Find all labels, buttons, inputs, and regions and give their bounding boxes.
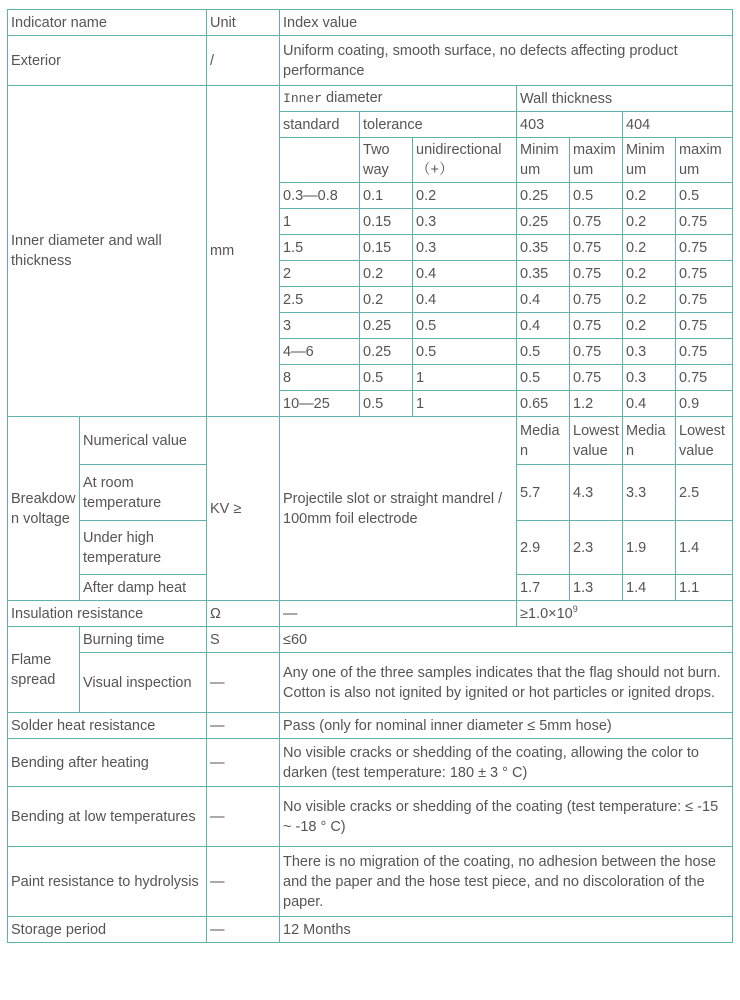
cell: 0.9 [676,391,733,417]
cell: 0.75 [676,365,733,391]
lowest-403-label: Lowest value [570,417,623,465]
cell: 2.9 [517,521,570,575]
min-404-label: Minimum [623,138,676,183]
header-indicator: Indicator name [8,10,207,36]
cell: 0.5 [676,183,733,209]
max-403-label: maximum [570,138,623,183]
inner-name: Inner diameter and wall thickness [8,86,207,417]
inner-unit: mm [207,86,280,417]
cell: 0.2 [623,235,676,261]
cell: 0.35 [517,235,570,261]
standard-label: standard [280,112,360,138]
flame-visual-row [8,653,733,713]
cell: 0.75 [676,261,733,287]
wall-thickness-label: Wall thickness [517,86,733,112]
cell: 2.5 [676,465,733,521]
cell: 1.3 [570,575,623,601]
inner-rest: diameter [322,90,383,106]
cell: 0.3 [623,339,676,365]
cell: 1.5 [280,235,360,261]
insulation-unit: Ω [207,601,280,627]
flame-burning-row [8,627,733,653]
cell: 0.2 [623,209,676,235]
cell: 0.25 [360,313,413,339]
condition-label: Under high temperature [80,521,207,575]
unidirectional-label: unidirectional（+） [413,138,517,183]
cell: 0.75 [570,365,623,391]
header-unit: Unit [207,10,280,36]
cell: 0.3 [413,235,517,261]
cell: 0.75 [676,209,733,235]
condition-label: After damp heat [80,575,207,601]
cell: 2 [280,261,360,287]
header-index: Index value [280,10,733,36]
inner-header-row [8,86,733,112]
exterior-value: Uniform coating, smooth surface, no defects affecting product performance [280,36,733,86]
breakdown-name: Breakdown voltage [8,417,80,601]
bending-heat-row [8,739,733,787]
lowest-404-label: Lowest value [676,417,733,465]
visual-value: Any one of the three samples indicates that the flag should not burn. Cotton is also not ignited by ignited or hot particles or ignited drops. [280,653,733,713]
cell: 0.5 [413,313,517,339]
inner-prefix: Inner [283,91,323,106]
cell: 2.3 [570,521,623,575]
header-row [8,10,733,36]
burning-label: Burning time [80,627,207,653]
cell: 0.75 [570,339,623,365]
cell: 10—25 [280,391,360,417]
solder-name: Solder heat resistance [8,713,207,739]
cell: 1.7 [517,575,570,601]
cell: 0.2 [623,183,676,209]
cell: 1 [413,391,517,417]
cell: 0.75 [676,313,733,339]
cell: 0.1 [360,183,413,209]
median-404-label: Median [623,417,676,465]
cell: 0.3 [623,365,676,391]
insulation-value [517,601,733,627]
cell: 4—6 [280,339,360,365]
cell: 0.15 [360,209,413,235]
insulation-value-text: ≥1.0×10 [520,605,573,622]
min-403-label: Minimum [517,138,570,183]
cell: 0.75 [676,235,733,261]
cell: 1.1 [676,575,733,601]
cell: 0.3 [413,209,517,235]
visual-unit: — [207,653,280,713]
tolerance-label: tolerance [360,112,517,138]
breakdown-unit: KV ≥ [207,417,280,601]
spec-table [7,9,733,943]
cell: 0.5 [517,339,570,365]
blank-cell [280,138,360,183]
inner-diameter-label [280,86,517,112]
exterior-row [8,36,733,86]
cell: 3.3 [623,465,676,521]
bending-low-unit: — [207,787,280,847]
cell: 3 [280,313,360,339]
cell: 0.35 [517,261,570,287]
cell: 0.75 [570,287,623,313]
cell: 0.2 [623,313,676,339]
cell: 0.75 [570,209,623,235]
cell: 0.4 [517,313,570,339]
cell: 0.2 [360,261,413,287]
cell: 0.65 [517,391,570,417]
cell: 1.9 [623,521,676,575]
paint-row [8,847,733,917]
two-way-label: Two way [360,138,413,183]
cell: 1.4 [623,575,676,601]
solder-value: Pass (only for nominal inner diameter ≤ 5mm hose) [280,713,733,739]
cell: 0.4 [623,391,676,417]
visual-label: Visual inspection [80,653,207,713]
burning-value: ≤60 [280,627,733,653]
cell: 0.5 [570,183,623,209]
bending-low-name: Bending at low temperatures [8,787,207,847]
cell: 0.75 [570,313,623,339]
cell: 1 [413,365,517,391]
paint-unit: — [207,847,280,917]
insulation-exponent: 9 [572,603,578,614]
cell: 0.3—0.8 [280,183,360,209]
insulation-row [8,601,733,627]
cell: 0.25 [517,209,570,235]
numerical-label: Numerical value [80,417,207,465]
bending-heat-unit: — [207,739,280,787]
bending-heat-value: No visible cracks or shedding of the coating, allowing the color to darken (test temperature: 180 ± 3 ° C) [280,739,733,787]
cell: 0.4 [413,287,517,313]
storage-unit: — [207,917,280,943]
insulation-dash: — [280,601,517,627]
breakdown-method: Projectile slot or straight mandrel / 100mm foil electrode [280,417,517,601]
solder-row [8,713,733,739]
cell: 0.25 [517,183,570,209]
cell: 0.25 [360,339,413,365]
cell: 0.5 [413,339,517,365]
exterior-name: Exterior [8,36,207,86]
storage-row [8,917,733,943]
cell: 1 [280,209,360,235]
breakdown-header-row [8,417,733,465]
bending-low-row [8,787,733,847]
median-403-label: Median [517,417,570,465]
bending-heat-name: Bending after heating [8,739,207,787]
cell: 0.2 [360,287,413,313]
cell: 0.75 [676,339,733,365]
burning-unit: S [207,627,280,653]
cell: 0.15 [360,235,413,261]
cell: 0.2 [623,287,676,313]
grade-403: 403 [517,112,623,138]
cell: 0.5 [517,365,570,391]
cell: 0.5 [360,391,413,417]
cell: 0.4 [517,287,570,313]
condition-label: At room temperature [80,465,207,521]
cell: 2.5 [280,287,360,313]
grade-404: 404 [623,112,733,138]
cell: 0.4 [413,261,517,287]
cell: 4.3 [570,465,623,521]
paint-name: Paint resistance to hydrolysis [8,847,207,917]
flame-name: Flame spread [8,627,80,713]
cell: 0.75 [676,287,733,313]
storage-name: Storage period [8,917,207,943]
paint-value: There is no migration of the coating, no adhesion between the hose and the paper and the hose test piece, and no discoloration of the paper. [280,847,733,917]
cell: 0.2 [413,183,517,209]
storage-value: 12 Months [280,917,733,943]
insulation-name: Insulation resistance [8,601,207,627]
solder-unit: — [207,713,280,739]
cell: 1.2 [570,391,623,417]
cell: 0.75 [570,261,623,287]
cell: 0.75 [570,235,623,261]
max-404-label: maximum [676,138,733,183]
cell: 1.4 [676,521,733,575]
cell: 0.2 [623,261,676,287]
exterior-unit: / [207,36,280,86]
cell: 8 [280,365,360,391]
cell: 0.5 [360,365,413,391]
cell: 5.7 [517,465,570,521]
bending-low-value: No visible cracks or shedding of the coating (test temperature: ≤ -15 ~ -18 ° C) [280,787,733,847]
